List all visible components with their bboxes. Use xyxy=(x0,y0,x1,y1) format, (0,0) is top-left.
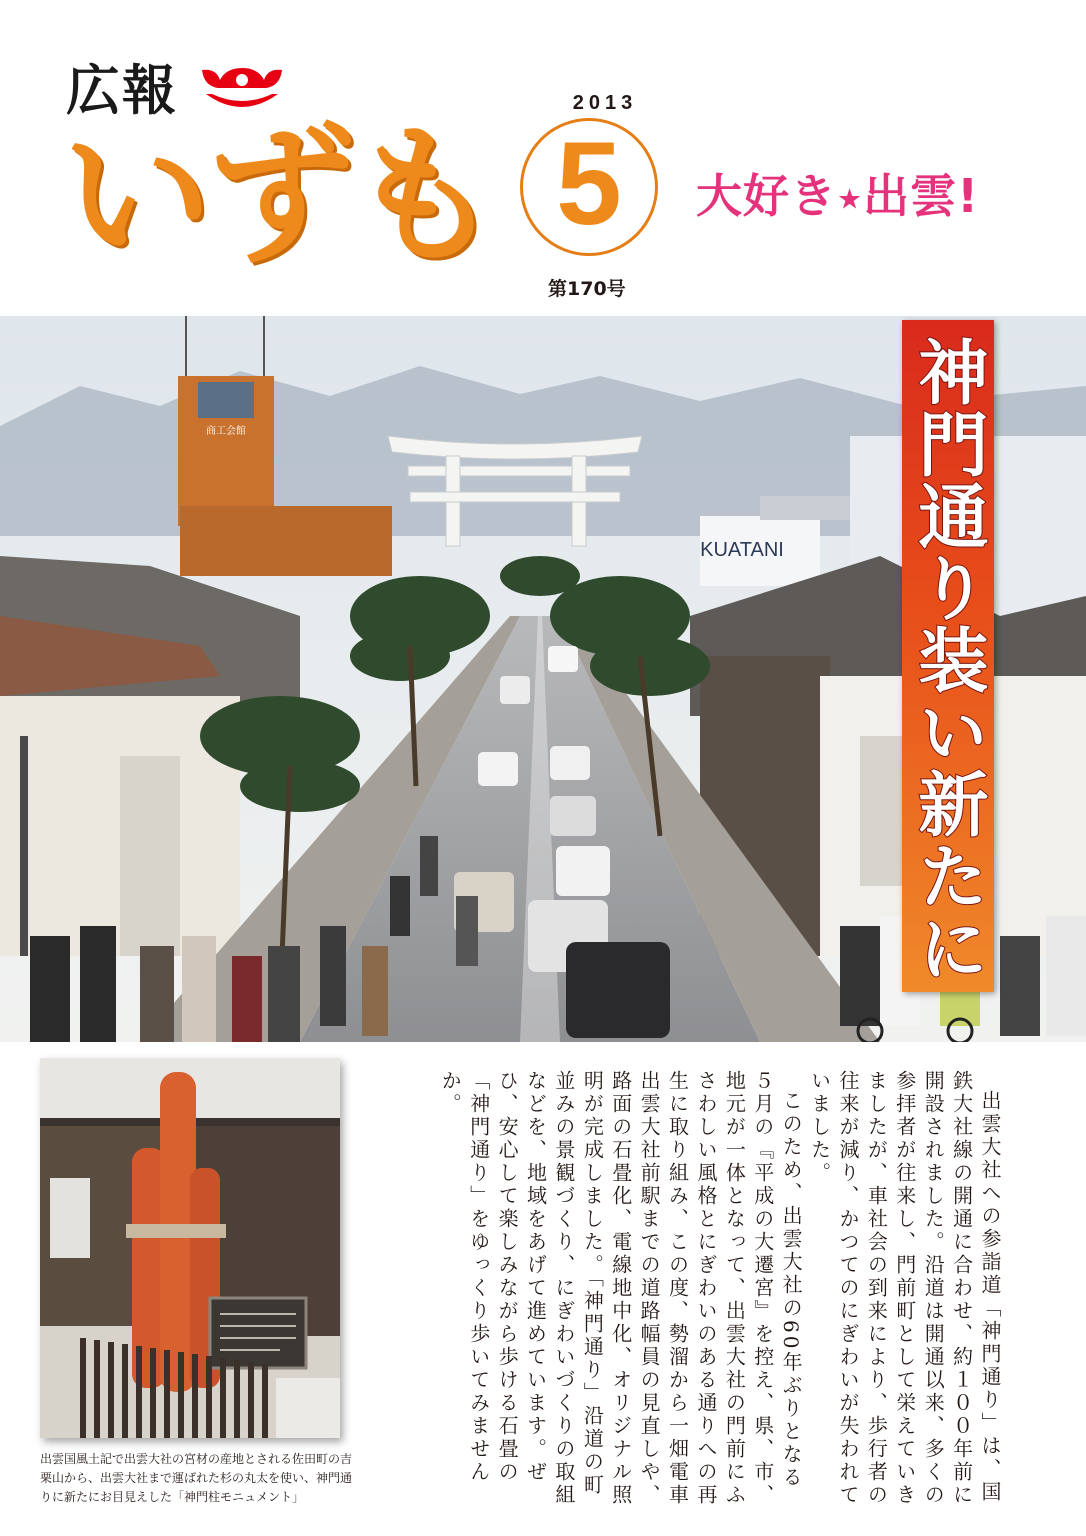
kouhou-label: 広報 xyxy=(66,58,178,122)
monument-photo xyxy=(40,1058,340,1438)
issue-month-badge xyxy=(520,118,658,256)
issue-number: 第170号 xyxy=(548,278,626,300)
article-paragraph-1: 出雲大社への参詣道「神門通り」は、国鉄大社線の開通に合わせ、約１００年前に開設されました。沿道は開通以来、多くの参拝者が往来し、門前町として栄えていきましたが、車社会の到来により、歩行者の往来が減り、かつてのにぎわいが失われていました。 xyxy=(807,1070,1002,1507)
shop-sign: KUATANI xyxy=(700,539,784,561)
slogan-text-1: 大好き xyxy=(696,169,837,223)
article-body xyxy=(372,1070,1004,1510)
headline-banner xyxy=(902,320,994,992)
issue-month: 5 xyxy=(556,118,622,250)
magazine-title: いずも xyxy=(62,110,495,284)
slogan xyxy=(696,166,979,230)
slogan-text-2: 出雲! xyxy=(863,169,980,223)
city-emblem-icon xyxy=(196,64,288,116)
star-icon: ★ xyxy=(837,182,864,216)
monument-illustration xyxy=(40,1058,340,1438)
article-paragraph-2: このため、出雲大社の60年ぶりとなる５月の『平成の大遷宮』を控え、県、市、地元が一体となって、出雲大社の門前にふさわしい風格とにぎわいのある通りへの再生に取り組み、この度、勢溜から一畑電車出雲大社前駅までの道路幅員の見直しや、路面の石畳化、電線地中化、オリジナル照明が完成しました。「神門通り」沿道の町並みの景観づくり、にぎわいづくりの取組などを、地域をあげて進めています。ぜひ、安心して楽しみながら歩ける石畳の「神門通り」をゆっくり歩いてみませんか。 xyxy=(438,1070,804,1507)
issue-year: 2013 xyxy=(572,92,638,114)
headline: 神門通り装い新たに xyxy=(907,336,989,984)
building-sign: 商工会館 xyxy=(206,426,246,437)
masthead xyxy=(0,0,1086,312)
photo-caption: 出雲国風土記で出雲大社の宮材の産地とされる佐田町の吉栗山から、出雲大社まで運ばれた杉の丸太を使い、神門通りに新たにお目見えした「神門柱モニュメント」 xyxy=(40,1452,353,1504)
